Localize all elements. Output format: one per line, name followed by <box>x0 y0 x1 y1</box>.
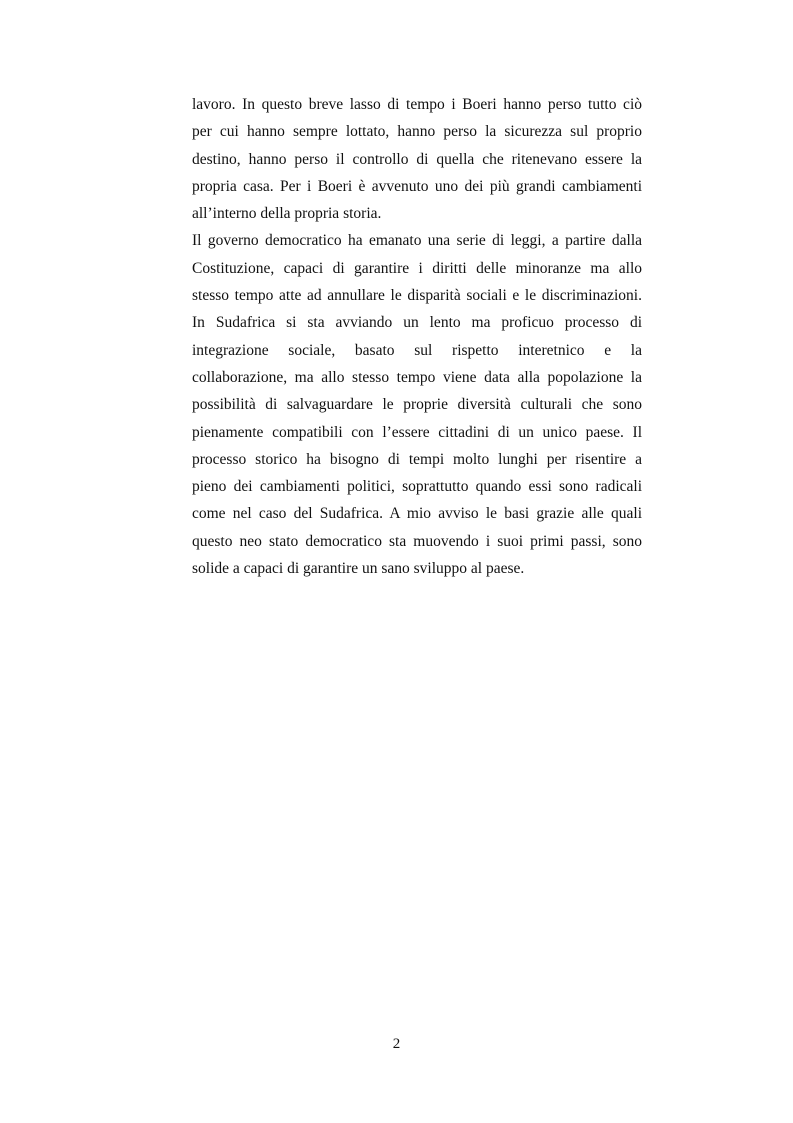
text-line: all’interno della propria storia. <box>192 205 382 223</box>
text-line: per cui hanno sempre lottato, hanno perso la sicurezza sul proprio <box>192 123 642 141</box>
text-line: propria casa. Per i Boeri è avvenuto uno dei più grandi cambiamenti <box>192 177 642 195</box>
text-line: possibilità di salvaguardare le proprie diversità culturali che sono <box>192 396 642 414</box>
text-line: pienamente compatibili con l’essere cittadini di un unico paese. Il <box>192 423 642 441</box>
text-line: lavoro. In questo breve lasso di tempo i Boeri hanno perso tutto ciò <box>192 96 642 113</box>
text-line: In Sudafrica si sta avviando un lento ma proficuo processo di <box>192 314 642 332</box>
text-line: processo storico ha bisogno di tempi molto lunghi per risentire a <box>192 450 642 468</box>
text-line: questo neo stato democratico sta muovendo i suoi primi passi, sono <box>192 532 642 550</box>
text-line: collaborazione, ma allo stesso tempo viene data alla popolazione la <box>192 368 642 386</box>
text-line: Costituzione, capaci di garantire i diritti delle minoranze ma allo <box>192 259 642 277</box>
page-number: 2 <box>392 1036 401 1052</box>
text-line: solide a capaci di garantire un sano sviluppo al paese. <box>192 560 525 578</box>
text-line: pieno dei cambiamenti politici, soprattutto quando essi sono radicali <box>192 478 642 496</box>
text-line: integrazione sociale, basato sul rispetto interetnico e la <box>192 341 642 359</box>
text-line: Il governo democratico ha emanato una serie di leggi, a partire dalla <box>192 232 642 250</box>
text-line: come nel caso del Sudafrica. A mio avviso le basi grazie alle quali <box>192 505 642 523</box>
text-line: destino, hanno perso il controllo di quella che ritenevano essere la <box>192 150 642 168</box>
text-line: stesso tempo atte ad annullare le disparità sociali e le discriminazioni. <box>192 287 642 305</box>
body-text <box>192 91 642 582</box>
